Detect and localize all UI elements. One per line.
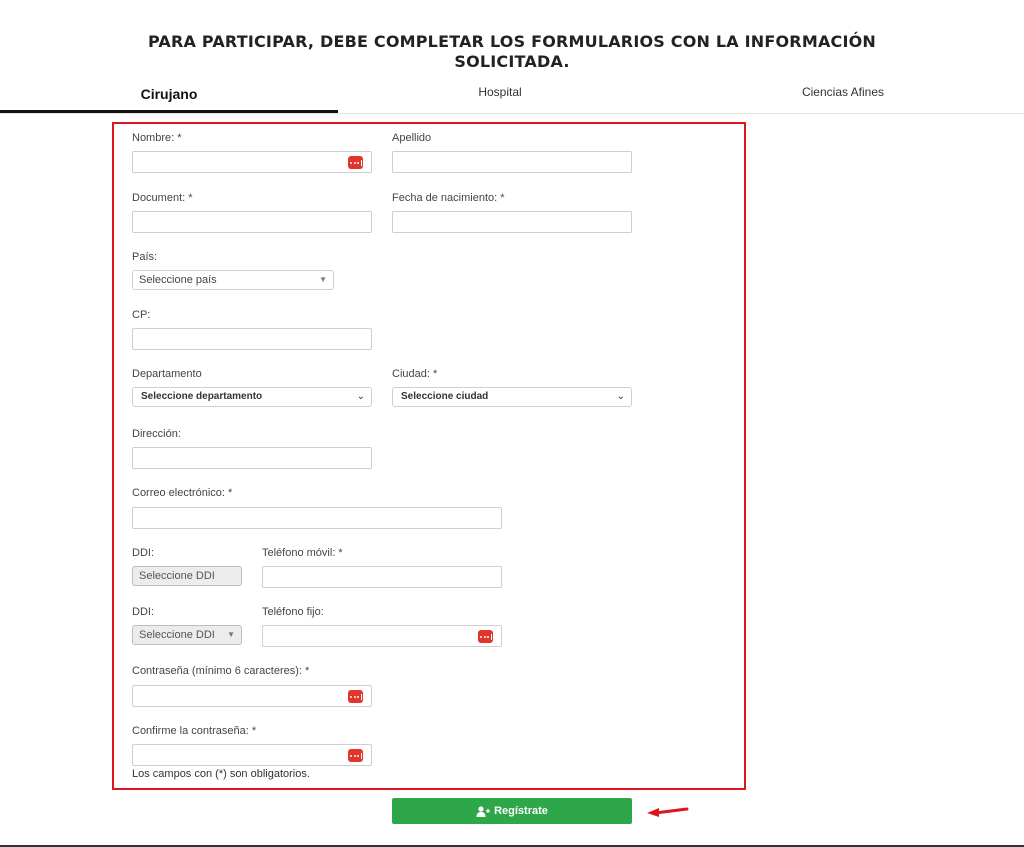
document-label: Document: * [132,192,193,204]
ciudad-select-value: Seleccione ciudad [401,391,489,402]
user-plus-icon [476,806,490,817]
tab-ciencias-afines[interactable]: Ciencias Afines [801,85,885,99]
ciudad-label: Ciudad: * [392,368,438,380]
departamento-select[interactable] [132,387,372,407]
fecha-nacimiento-label: Fecha de nacimiento: * [392,192,505,204]
nombre-label: Nombre: * [132,132,182,144]
ddi-movil-field[interactable] [132,566,242,586]
telefono-fijo-input[interactable] [262,625,502,647]
chevron-down-icon: ⌄ [356,391,365,402]
apellido-label: Apellido [392,132,432,144]
tab-bar [0,78,1024,114]
ddi-fijo-value: Seleccione DDI [139,629,215,641]
apellido-input[interactable] [392,151,632,173]
direccion-input[interactable] [132,447,372,469]
page-heading [0,32,1024,72]
pais-select[interactable] [132,270,334,290]
heading-line-2: SOLICITADA. [454,52,570,71]
departamento-label: Departamento [132,368,202,380]
caret-down-icon: ▼ [227,630,235,639]
telefono-movil-label: Teléfono móvil: * [262,547,343,559]
telefono-movil-input[interactable] [262,566,502,588]
ddi-fijo-label: DDI: [132,606,154,618]
ciudad-select[interactable] [392,387,632,407]
password-input[interactable] [132,685,372,707]
confirm-password-label: Confirme la contraseña: * [132,725,257,737]
password-key-icon[interactable] [348,690,363,703]
ddi-movil-label: DDI: [132,547,154,559]
tab-hospital[interactable]: Hospital [478,85,522,99]
cp-label: CP: [132,309,151,321]
fecha-nacimiento-input[interactable] [392,211,632,233]
password-label: Contraseña (mínimo 6 caracteres): * [132,665,310,677]
password-key-icon[interactable] [348,156,363,169]
correo-label: Correo electrónico: * [132,487,233,499]
cp-input[interactable] [132,328,372,350]
chevron-down-icon: ⌄ [616,391,625,402]
annotation-arrow-icon [645,805,689,819]
nombre-input[interactable] [132,151,372,173]
ddi-movil-value: Seleccione DDI [139,570,215,582]
telefono-fijo-label: Teléfono fijo: [262,606,324,618]
pais-select-value: Seleccione país [139,274,217,286]
register-button-label: Regístrate [494,805,548,817]
direccion-label: Dirección: [132,428,181,440]
pais-label: País: [132,251,158,263]
ddi-fijo-select[interactable] [132,625,242,645]
correo-input[interactable] [132,507,502,529]
form-highlight-box [112,122,746,790]
caret-down-icon: ▼ [319,275,327,284]
document-input[interactable] [132,211,372,233]
password-key-icon[interactable] [348,749,363,762]
password-key-icon[interactable] [478,630,493,643]
heading-line-1: PARA PARTICIPAR, DEBE COMPLETAR LOS FORMULARIOS CON LA INFORMACIÓN [147,32,877,51]
required-fields-note: Los campos con (*) son obligatorios. [132,768,310,780]
register-button[interactable] [392,798,632,824]
confirm-password-input[interactable] [132,744,372,766]
departamento-select-value: Seleccione departamento [141,391,263,402]
tab-cirujano[interactable]: Cirujano [0,78,338,113]
